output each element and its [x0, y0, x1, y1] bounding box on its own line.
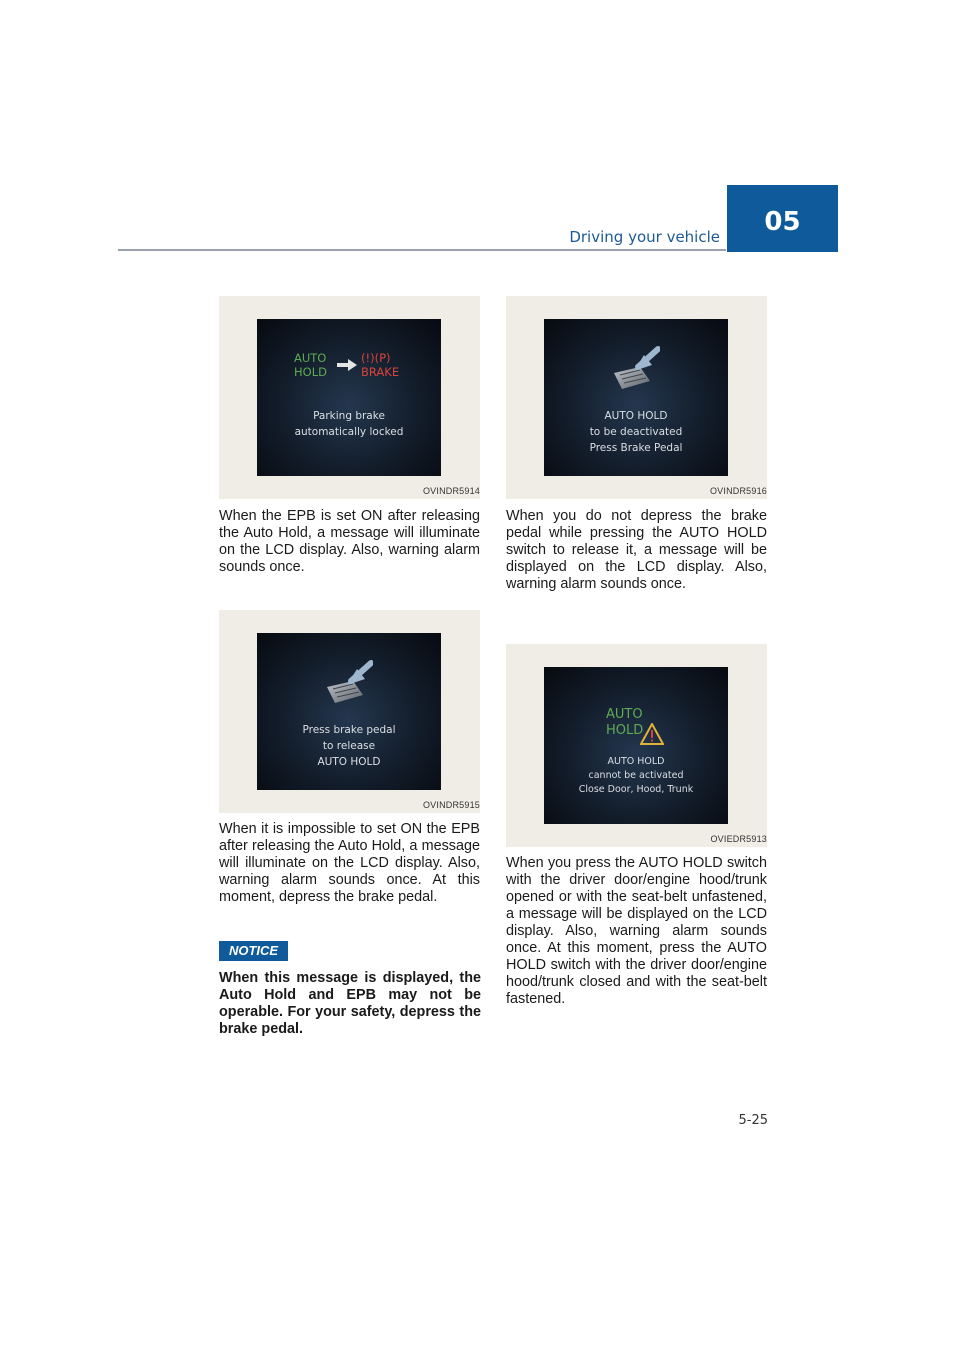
auto-hold-indicator	[606, 707, 643, 739]
auto-hold-indicator	[294, 351, 327, 379]
message-line: Parking brake	[313, 410, 385, 422]
header-divider	[118, 249, 726, 251]
message-line: Press Brake Pedal	[589, 442, 683, 454]
auto-hold-line1: AUTO	[294, 351, 327, 365]
chapter-number: 05	[727, 185, 838, 252]
lcd-screen	[544, 319, 728, 476]
screen-message	[257, 408, 441, 440]
message-line: to release	[322, 740, 376, 752]
notice-text: When this message is displayed, the Auto Hold and EPB may not be operable. For your safety, depress the brake pedal.	[219, 970, 481, 1037]
message-line: automatically locked	[294, 426, 404, 438]
figure-code: OVINDR5915	[422, 800, 480, 810]
auto-hold-line2: HOLD	[294, 365, 327, 379]
figure-code: OVINDR5916	[709, 486, 767, 496]
lcd-screen	[257, 319, 441, 476]
page-number: 5-25	[738, 1113, 768, 1128]
message-line: cannot be activated	[588, 770, 684, 781]
section-title: Driving your vehicle	[569, 228, 720, 246]
figure-auto-hold-deactivated	[506, 296, 767, 499]
figure-code: OVINDR5914	[422, 486, 480, 496]
figure-code: OVIEDR5913	[710, 834, 767, 844]
message-line: AUTO HOLD	[607, 756, 665, 767]
auto-hold-line2: HOLD	[606, 723, 644, 738]
paragraph-epb-impossible: When it is impossible to set ON the EPB after releasing the Auto Hold, a message will illuminate on the LCD display. Also, warning alarm sounds once. At this moment, depress the brake pedal.	[219, 821, 480, 905]
brake-label: BRAKE	[361, 365, 400, 379]
message-line: Press brake pedal	[302, 724, 396, 736]
figure-press-brake-release	[219, 610, 480, 813]
figure-epb-locked	[219, 296, 480, 499]
message-line: to be deactivated	[589, 426, 683, 438]
message-line: AUTO HOLD	[317, 756, 381, 768]
screen-message	[544, 755, 728, 797]
lcd-screen	[544, 667, 728, 824]
brake-symbol: (!)(P)	[361, 351, 391, 365]
lcd-screen	[257, 633, 441, 790]
figure-auto-hold-cannot-activate	[506, 644, 767, 847]
message-line: AUTO HOLD	[604, 410, 668, 422]
message-line: Close Door, Hood, Trunk	[578, 784, 694, 795]
screen-message	[257, 722, 441, 770]
notice-badge: NOTICE	[219, 941, 288, 961]
brake-pedal-icon	[610, 345, 660, 391]
brake-indicator	[361, 351, 399, 379]
paragraph-no-brake: When you do not depress the brake pedal while pressing the AUTO HOLD switch to release it, a message will be displayed on the LCD display. Also, warning alarm sounds once.	[506, 508, 767, 592]
screen-message	[544, 408, 728, 456]
warning-triangle-icon	[640, 723, 664, 745]
arrow-right-icon	[337, 359, 357, 371]
paragraph-epb-locked: When the EPB is set ON after releasing the Auto Hold, a message will illuminate on the LCD display. Also, warning alarm sounds once.	[219, 508, 480, 575]
auto-hold-line1: AUTO	[606, 707, 643, 722]
paragraph-door-open: When you press the AUTO HOLD switch with the driver door/engine hood/trunk opened or with the seat-belt unfastened, a message will be displayed on the LCD display. Also, warning alarm sounds once. At this moment, press the AUTO HOLD switch with the driver door/engine hood/trunk closed and with the seat-belt fastened.	[506, 855, 767, 1007]
brake-pedal-icon	[323, 659, 373, 705]
